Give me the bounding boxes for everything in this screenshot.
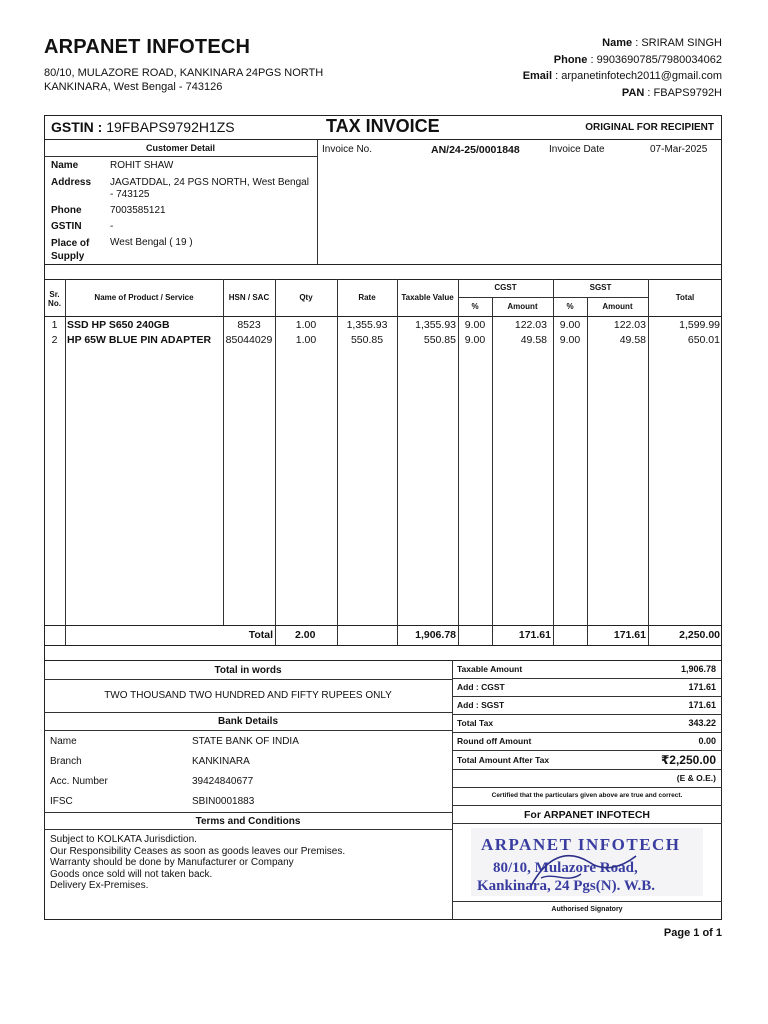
summary-cgst-label: Add : CGST: [457, 682, 505, 692]
row-sgst-pct: 9.00: [559, 334, 581, 346]
totals-qty: 2.00: [295, 629, 316, 641]
authorised-signatory: Authorised Signatory: [551, 906, 623, 913]
terms-title: Terms and Conditions: [195, 816, 301, 827]
totals-total: 2,250.00: [679, 629, 720, 641]
col-taxable-header: Taxable Value: [401, 293, 454, 302]
terms-line: Warranty should be done by Manufacturer or Company: [50, 857, 294, 869]
for-company: For ARPANET INFOTECH: [524, 809, 650, 821]
contact-phone-label: Phone: [553, 53, 588, 66]
contact-name-value: : SRIRAM SINGH: [635, 37, 722, 49]
summary-tax-value: 343.22: [688, 718, 716, 728]
bank-ifsc: SBIN0001883: [192, 796, 255, 807]
summary-cgst-value: 171.61: [688, 682, 716, 692]
row-taxable: 1,355.93: [415, 319, 456, 331]
row-cgst-pct: 9.00: [464, 334, 486, 346]
row-qty: 1.00: [295, 319, 317, 331]
gstin: [51, 119, 235, 135]
row-taxable: 550.85: [423, 334, 456, 346]
row-qty: 1.00: [295, 334, 317, 346]
row-cgst-amt: 122.03: [514, 319, 547, 331]
col-total-header: Total: [675, 293, 695, 302]
place-of-supply-label: [51, 237, 89, 263]
eoe-note: (E & O.E.): [676, 773, 716, 783]
words-title: Total in words: [214, 665, 282, 676]
bank-acc-label: Acc. Number: [50, 776, 108, 787]
row-product: SSD HP S650 240GB: [67, 319, 170, 331]
col-cgst-amt-header: Amount: [507, 302, 538, 311]
place-of-supply-label-line2: Supply: [51, 251, 85, 262]
invoice-date: 07-Mar-2025: [650, 144, 708, 155]
company-address-line2: KANKINARA, West Bengal - 743126: [44, 81, 223, 93]
contact-email-label: Email: [522, 70, 553, 82]
contact-phone-value: : 9903690785/7980034062: [590, 53, 722, 66]
col-sgst-header: SGST: [589, 283, 612, 292]
stamp-graphic: [471, 828, 703, 896]
col-sr-header: [44, 290, 65, 308]
invoice-no: AN/24-25/0001848: [431, 144, 520, 156]
summary-sgst-value: 171.61: [688, 700, 716, 710]
summary-taxable-value: 1,906.78: [680, 664, 716, 674]
stamp-line2: 80/10, Mulazore Road,: [493, 860, 638, 876]
terms-list: [50, 834, 345, 892]
bank-branch: KANKINARA: [192, 756, 250, 767]
company-name: ARPANET INFOTECH: [44, 36, 251, 58]
document-title: TAX INVOICE: [326, 116, 440, 136]
terms-line: Delivery Ex-Premises.: [50, 880, 149, 892]
row-hsn: 8523: [237, 319, 261, 331]
customer-gstin-label: GSTIN: [51, 221, 82, 232]
gstin-value: 19FBAPS9792H1ZS: [102, 119, 235, 135]
place-of-supply-label-line1: Place of: [51, 238, 90, 249]
bank-title: Bank Details: [217, 716, 279, 727]
invoice-no-label: Invoice No.: [322, 144, 373, 155]
summary-roundoff-value: 0.00: [698, 736, 716, 746]
stamp-line3: Kankinara, 24 Pgs(N). W.B.: [477, 878, 655, 894]
col-sgst-amt-header: Amount: [602, 302, 633, 311]
gstin-label: GSTIN :: [51, 119, 103, 135]
summary-tax-label: Total Tax: [457, 718, 494, 728]
col-hsn-header: HSN / SAC: [228, 293, 270, 302]
row-rate: 1,355.93: [346, 319, 388, 331]
bank-acc-number: 39424840677: [192, 776, 254, 787]
row-hsn: 85044029: [225, 334, 273, 346]
customer-address-label: Address: [51, 177, 92, 188]
summary-after-tax-label: Total Amount After Tax: [457, 755, 550, 765]
bank-name: STATE BANK OF INDIA: [192, 736, 299, 747]
totals-cgst: 171.61: [518, 629, 551, 641]
page-number: Page 1 of 1: [663, 927, 722, 939]
customer-phone: 7003585121: [110, 205, 166, 216]
customer-gstin: -: [110, 221, 114, 232]
totals-taxable: 1,906.78: [415, 629, 456, 641]
place-of-supply: West Bengal ( 19 ): [110, 237, 193, 248]
row-sgst-amt: 122.03: [613, 319, 646, 331]
contact-email-value: : arpanetinfotech2011@gmail.com: [555, 70, 722, 82]
certified-note: Certified that the particulars given above are true and correct.: [491, 792, 683, 799]
terms-line: Goods once sold will not taken back.: [50, 868, 213, 880]
customer-address: [110, 177, 315, 201]
company-address: [44, 66, 323, 94]
customer-name: ROHIT SHAW: [110, 160, 174, 171]
customer-address-line2: - 743125: [110, 189, 150, 200]
totals-label: Total: [248, 629, 273, 641]
contact-name-label: Name: [602, 37, 633, 49]
row-sgst-amt: 49.58: [619, 334, 646, 346]
col-cgst-header: CGST: [494, 283, 517, 292]
col-sr-header-line1: Sr.: [49, 290, 60, 299]
company-stamp: [471, 828, 703, 896]
row-sr: 2: [51, 334, 58, 346]
bank-ifsc-label: IFSC: [50, 796, 73, 807]
row-sgst-pct: 9.00: [559, 319, 581, 331]
col-cgst-pct-header: %: [471, 302, 479, 311]
terms-line: Subject to KOLKATA Jurisdiction.: [50, 834, 197, 845]
contact-block: [523, 35, 722, 101]
invoice-date-label: Invoice Date: [549, 144, 605, 155]
row-sr: 1: [51, 319, 58, 331]
totals-sgst: 171.61: [613, 629, 646, 641]
customer-address-line1: JAGATDDAL, 24 PGS NORTH, West Bengal: [110, 177, 309, 188]
col-qty-header: Qty: [299, 293, 313, 302]
row-product: HP 65W BLUE PIN ADAPTER: [67, 334, 212, 346]
stamp-line1: ARPANET INFOTECH: [481, 835, 681, 854]
summary-roundoff-label: Round off Amount: [457, 736, 532, 746]
row-cgst-pct: 9.00: [464, 319, 486, 331]
col-rate-header: Rate: [358, 293, 376, 302]
col-sr-header-line2: No.: [48, 299, 61, 308]
bank-branch-label: Branch: [50, 756, 82, 767]
summary-after-tax-value: ₹2,250.00: [660, 753, 716, 767]
row-total: 1,599.99: [679, 319, 720, 331]
invoice-frame: [44, 115, 722, 920]
customer-phone-label: Phone: [51, 205, 82, 216]
contact-pan-label: PAN: [621, 86, 645, 99]
col-product-header: Name of Product / Service: [94, 293, 194, 302]
contact-pan-value: : FBAPS9792H: [647, 86, 722, 99]
copy-type: ORIGINAL FOR RECIPIENT: [585, 122, 714, 133]
customer-name-label: Name: [51, 160, 79, 171]
summary-sgst-label: Add : SGST: [457, 700, 505, 710]
company-address-line1: 80/10, MULAZORE ROAD, KANKINARA 24PGS NORTH: [44, 67, 324, 79]
col-sgst-pct-header: %: [566, 302, 574, 311]
terms-line: Our Responsibility Ceases as soon as goods leaves our Premises.: [50, 845, 346, 857]
summary-taxable-label: Taxable Amount: [457, 664, 523, 674]
bank-name-label: Name: [50, 736, 77, 747]
row-cgst-amt: 49.58: [520, 334, 547, 346]
row-total: 650.01: [687, 334, 720, 346]
customer-section-title: Customer Detail: [145, 143, 216, 153]
amount-in-words: TWO THOUSAND TWO HUNDRED AND FIFTY RUPEES ONLY: [104, 690, 392, 701]
row-rate: 550.85: [350, 334, 384, 346]
